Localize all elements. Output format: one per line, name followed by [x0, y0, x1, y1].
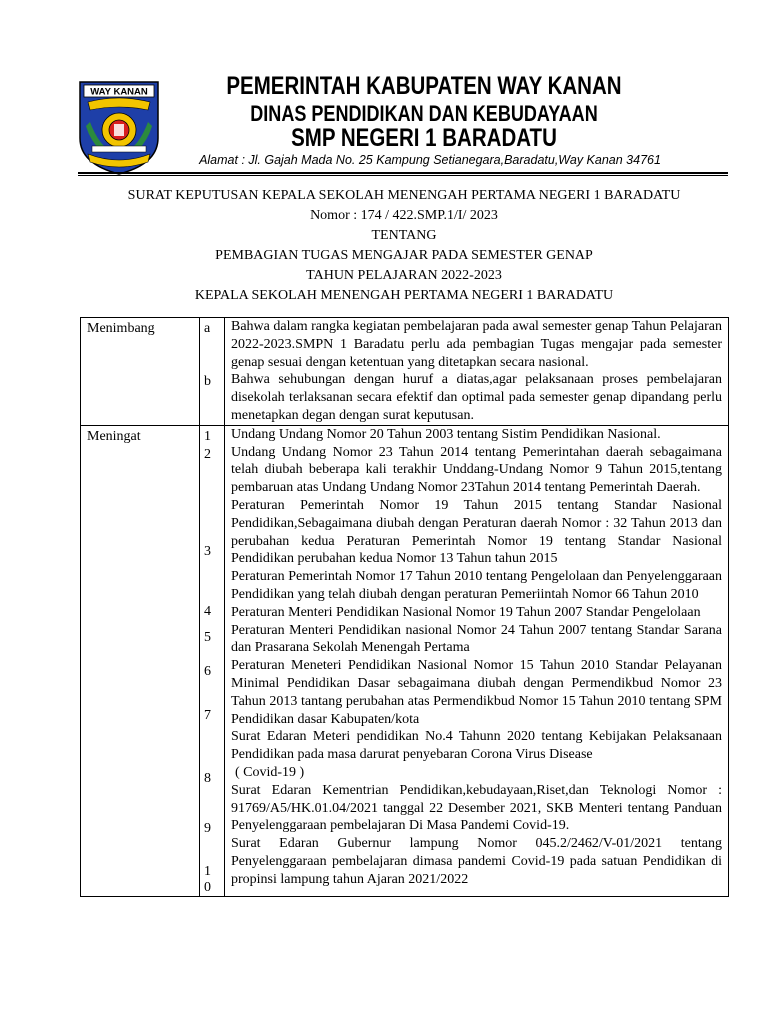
item-number: 1	[204, 428, 211, 444]
item-number: 4	[204, 604, 211, 620]
list-item: Surat Edaran Kementrian Pendidikan,kebudayaan,Riset,dan Teknologi Nomor : 91769/A5/HK.01.04/2021 tanggal 22 Desember 2021, SKB Menteri tentang Panduan Penyelenggaraan pembelajaran Di Masa Pandemi Covid-19.	[231, 782, 722, 834]
menimbang-texts	[225, 318, 729, 426]
item-number: 5	[204, 629, 211, 645]
menimbang-label: Menimbang	[81, 318, 200, 426]
school-address: Alamat : Jl. Gajah Mada No. 25 Kampung Setianegara,Baradatu,Way Kanan 34761	[199, 153, 661, 167]
item-number: 2	[204, 446, 211, 462]
list-item: Undang Undang Nomor 20 Tahun 2003 tentang Sistim Pendidikan Nasional.	[231, 426, 661, 442]
decree-subject: PEMBAGIAN TUGAS MENGAJAR PADA SEMESTER GENAP	[215, 248, 593, 263]
government-title: PEMERINTAH KABUPATEN WAY KANAN	[226, 72, 622, 100]
item-number: 7	[204, 707, 211, 723]
menimbang-numbers	[200, 318, 225, 426]
item-number: b	[204, 373, 211, 389]
mengingat-row	[81, 425, 729, 896]
item-number: 3	[204, 544, 211, 560]
way-kanan-emblem-icon	[78, 80, 160, 176]
list-item: Bahwa sehubungan dengan huruf a diatas,agar pelaksanaan proses pembelajaran disekolah terlaksanan secara efektif dan optimal pada semester genap dipandang perlu menetapkan degan dengan surat keputusan.	[231, 372, 722, 423]
item-number: 8	[204, 771, 211, 787]
item-number: 9	[204, 821, 211, 837]
decree-year: TAHUN PELAJARAN 2022-2023	[306, 268, 502, 283]
letterhead-rule-thin	[78, 175, 728, 176]
list-item: Peraturan Pemerintah Nomor 17 Tahun 2010 tentang Pengelolaan dan Penyelenggaraan Pendidikan yang telah diubah dengan peraturan Pemeriintah Nomor 66 Tahun 2010	[231, 569, 722, 602]
school-title: SMP NEGERI 1 BARADATU	[291, 124, 557, 152]
list-item: Peraturan Menteri Pendidikan Nasional Nomor 19 Tahun 2007 Standar Pengelolaan	[231, 604, 701, 620]
list-item: Peraturan Pemerintah Nomor 19 Tahun 2015 tentang Standar Nasional Pendidikan,Sebagaimana diubah dengan Peraturan daerah Nomor : 32 Tahun 2013 dan perubahan kedua Peraturan Pemerintah Nomor 19 tentang Standar Nasional Pendidikan perubahan kedua Nomor 13 Tahun tahun 2015	[231, 497, 722, 567]
letterhead-rule-thick	[78, 172, 728, 174]
item-number: a	[204, 321, 211, 336]
list-item: Bahwa dalam rangka kegiatan pembelajaran pada awal semester genap Tahun Pelajaran 2022-2023.SMPN 1 Baradatu perlu ada pembagian Tugas mengajar pada semester genap sesuai dengan ketentuan yang ditetapkan secara nasional.	[231, 319, 722, 370]
decree-about: TENTANG	[371, 228, 437, 243]
considerations-table	[80, 317, 729, 897]
department-title: DINAS PENDIDIKAN DAN KEBUDAYAAN	[250, 101, 598, 126]
svg-text:WAY KANAN: WAY KANAN	[90, 86, 148, 98]
item-number: 6	[204, 663, 211, 679]
letterhead	[0, 0, 768, 180]
item-number: 1 0	[204, 863, 211, 895]
decree-number: Nomor : 174 / 422.SMP.1/I/ 2023	[310, 208, 498, 223]
menimbang-row	[81, 318, 729, 426]
mengingat-texts	[225, 425, 729, 896]
decree-authority: KEPALA SEKOLAH MENENGAH PERTAMA NEGERI 1 BARADATU	[194, 288, 614, 303]
list-item: Surat Edaran Gubernur lampung Nomor 045.2/2462/V-01/2021 tentang Penyelenggaraan pembelajaran dimasa pandemi Covid-19 pada satuan Pendidikan di propinsi lampung tahun Ajaran 2021/2022	[231, 836, 722, 887]
list-item: Peraturan Menteri Pendidikan nasional Nomor 24 Tahun 2007 tentang Standar Sarana dan Prasarana Sekolah Menengah Pertama	[231, 622, 722, 656]
decree-heading	[80, 186, 728, 306]
list-item: Peraturan Meneteri Pendidikan Nasional Nomor 15 Tahun 2010 Standar Pelayanan Minimal Pendidikan Dasar sebagaimana diubah dengan Permendikbud Nomor 23 Tahun 2013 tantang perubahan atas Permendikbud Nomor 15 Tahun 2010 tentang SPM Pendidikan dasar Kabupaten/kota	[231, 658, 722, 727]
list-item: ( Covid-19 )	[235, 764, 305, 780]
mengingat-label: Meningat	[81, 425, 200, 896]
decree-title: SURAT KEPUTUSAN KEPALA SEKOLAH MENENGAH PERTAMA NEGERI 1 BARADATU	[127, 188, 681, 203]
list-item: Surat Edaran Meteri pendidikan No.4 Tahunn 2020 tentang Kebijakan Pelaksanaan Pendidikan pada masa darurat penyebaran Corona Virus Disease	[231, 729, 722, 763]
list-item: Undang Undang Nomor 23 Tahun 2014 tentang Pemerintahan daerah sebagaimana telah diubah beberapa kali terakhir Unddang-Undang Nomor 9 Tahun 2015,tentang pembaruan atas Undang Undang Nomor 23Tahun 2014 tentang Pemerintah Daerah.	[231, 444, 722, 496]
mengingat-numbers	[200, 425, 225, 896]
